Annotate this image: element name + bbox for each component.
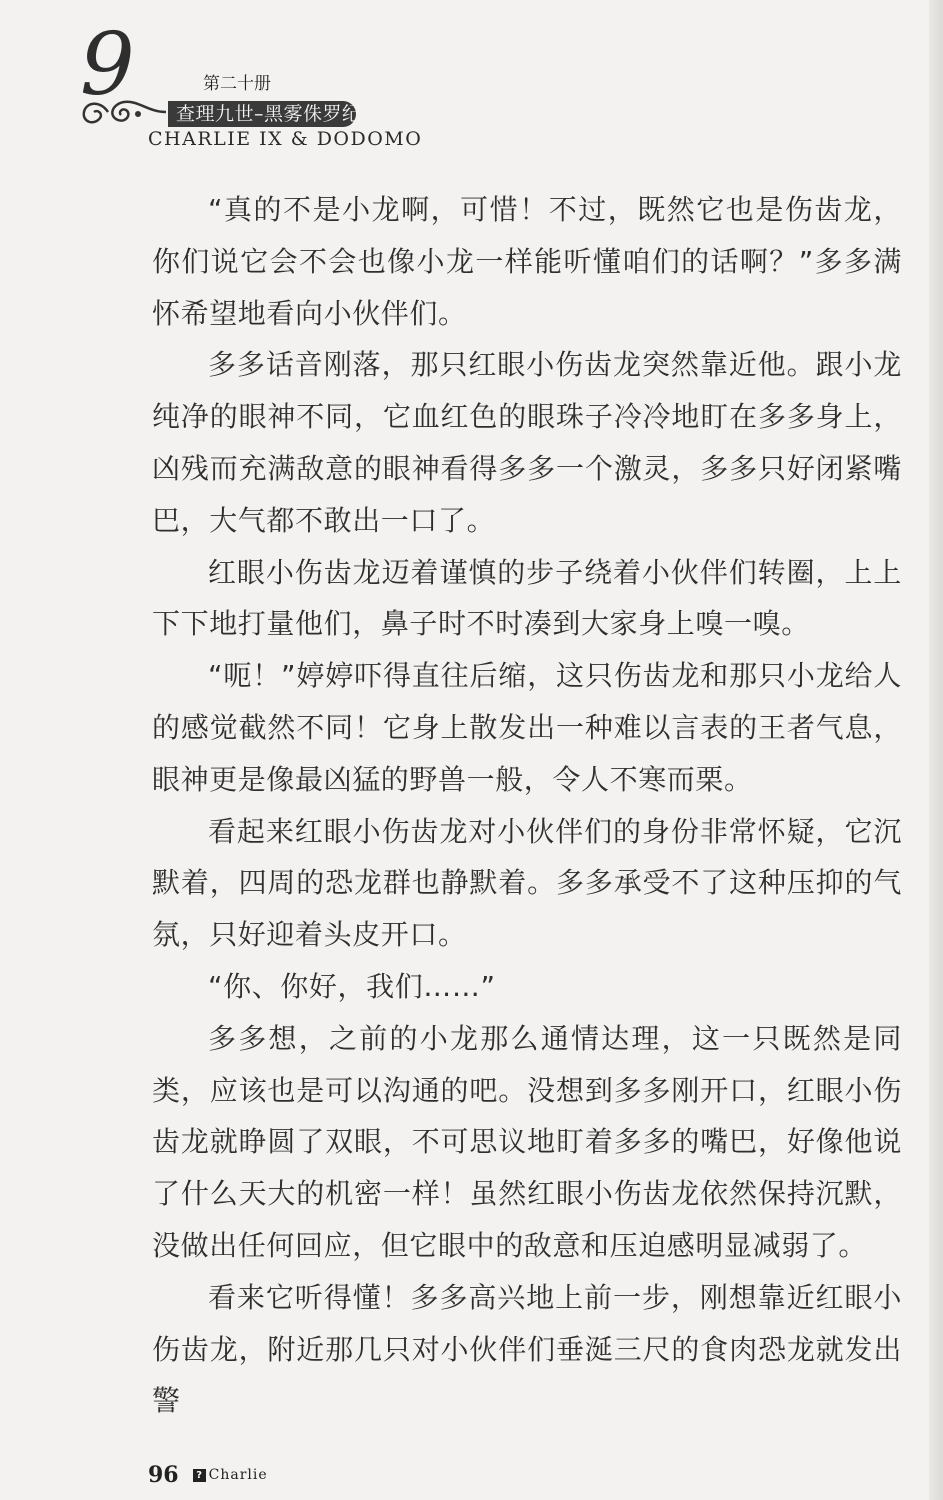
paragraph: “你、你好，我们……” (208, 969, 496, 1003)
paragraph: “呃！”婷婷吓得直往后缩，这只伤齿龙和那只小龙给人的感觉截然不同！它身上散发出一种难以言表的王者气息，眼神更是像最凶猛的野兽一般，令人不寒而栗。 (152, 659, 902, 796)
page-footer (148, 1462, 268, 1488)
paragraph: 多多话音刚落，那只红眼小伤齿龙突然靠近他。跟小龙纯净的眼神不同，它血红色的眼珠子冷冷地盯在多多身上，凶残而充满敌意的眼神看得多多一个激灵，多多只好闭紧嘴巴，大气都不敢出一口了。 (152, 348, 902, 537)
paragraph: 看起来红眼小伤齿龙对小伙伴们的身份非常怀疑，它沉默着，四周的恐龙群也静默着。多多承受不了这种压抑的气氛，只好迎着头皮开口。 (152, 814, 902, 952)
paragraph: 红眼小伤齿龙迈着谨慎的步子绕着小伙伴们转圈，上上下下地打量他们，鼻子时不时凑到大家身上嗅一嗅。 (152, 555, 902, 641)
brand-logo-icon: ? (193, 1469, 206, 1482)
body-text (152, 184, 902, 1427)
brand-label: Charlie (208, 1467, 268, 1483)
ornament-icon (78, 92, 170, 132)
paragraph: 看来它听得懂！多多高兴地上前一步，刚想靠近红眼小伤齿龙，附近那几只对小伙伴们垂涎三尺的食肉恐龙就发出警 (152, 1280, 902, 1418)
book-title: 查理九世–黑雾侏罗纪 (176, 103, 362, 125)
paragraph: 多多想，之前的小龙那么通情达理，这一只既然是同类，应该也是可以沟通的吧。没想到多多刚开口，红眼小伤齿龙就睁圆了双眼，不可思议地盯着多多的嘴巴，好像他说了什么天大的机密一样！虽然红眼小伤齿龙依然保持沉默，没做出任何回应，但它眼中的敌意和压迫感明显减弱了。 (152, 1021, 902, 1262)
page-edge (929, 0, 943, 1500)
volume-label: 第二十册 (203, 74, 271, 94)
paragraph: “真的不是小龙啊，可惜！不过，既然它也是伤齿龙，你们说它会不会也像小龙一样能听懂咱们的话啊？”多多满怀希望地看向小伙伴们。 (152, 193, 902, 330)
page-number: 96 (148, 1462, 179, 1488)
series-number: 9 (80, 15, 135, 115)
english-title: CHARLIE IX & DODOMO (148, 128, 423, 150)
brand (193, 1467, 268, 1483)
running-header (0, 0, 943, 160)
